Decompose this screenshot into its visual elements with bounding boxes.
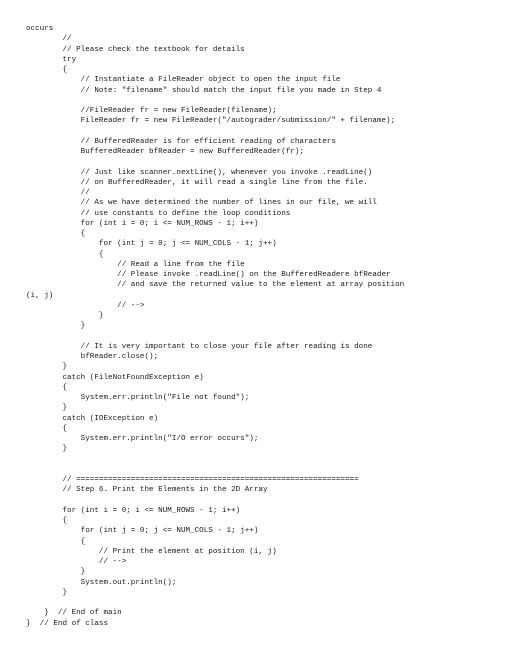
code-line: System.out.println();: [26, 578, 177, 587]
code-line: // -->: [26, 301, 145, 310]
code-line: bfReader.close();: [26, 353, 159, 361]
code-line: }: [26, 588, 68, 597]
code-line: // Step 6. Print the Elements in the 2D Array: [26, 486, 268, 495]
code-line: // on BufferedReader, it will read a single line from the file.: [26, 178, 368, 187]
code-line: }: [26, 363, 68, 372]
code-line: catch (FileNotFoundException e): [26, 373, 204, 382]
code-line: // ==============================================================: [26, 476, 359, 484]
code-line: {: [26, 517, 68, 525]
code-line: [26, 127, 404, 137]
code-line: FileReader fr = new FileReader("/autograder/submission/" + filename);: [26, 117, 396, 126]
code-line: }: [26, 322, 86, 331]
code-line: [26, 455, 404, 465]
code-line: for (int i = 0; i <= NUM_ROWS - 1; i++): [26, 506, 241, 515]
code-line: try: [26, 55, 77, 64]
code-line: for (int j = 0; j <= NUM_COLS - 1; j++): [26, 527, 259, 536]
code-listing: [26, 24, 404, 629]
code-line: [26, 598, 404, 608]
code-line: // BufferedReader is for efficient reading of characters: [26, 137, 336, 146]
code-line: //: [26, 189, 90, 197]
code-line: System.err.println("I/O error occurs");: [26, 435, 259, 443]
code-line: }: [26, 568, 86, 577]
code-line: {: [26, 424, 68, 433]
code-line: // and save the returned value to the element at array position: [26, 281, 405, 290]
code-line: }: [26, 445, 68, 454]
code-line: // Print the element at position (i, j): [26, 547, 277, 556]
code-line: }: [26, 312, 104, 320]
code-line: (i, j): [26, 291, 54, 300]
code-line: } // End of main: [26, 609, 122, 618]
code-line: {: [26, 537, 86, 546]
code-line: BufferedReader bfReader = new BufferedReader(fr);: [26, 148, 304, 156]
code-line: [26, 157, 404, 167]
code-line: // Please check the textbook for details: [26, 45, 245, 54]
code-line: System.err.println("File not found");: [26, 394, 250, 402]
code-line: catch (IOException e): [26, 414, 159, 423]
code-line: // Note: "filename" should match the input file you made in Step 4: [26, 86, 382, 95]
code-line: // Read a line from the file: [26, 260, 245, 269]
code-line: // It is very important to close your file after reading is done: [26, 342, 373, 351]
code-line: }: [26, 404, 68, 413]
code-line: [26, 96, 404, 106]
code-line: {: [26, 230, 86, 238]
code-line: {: [26, 250, 104, 259]
code-line: [26, 332, 404, 342]
code-line: [26, 465, 404, 475]
code-line: occurs: [26, 25, 54, 33]
code-line: // -->: [26, 558, 127, 566]
code-line: // Instantiate a FileReader object to open the input file: [26, 76, 341, 85]
code-line: //: [26, 35, 72, 44]
code-line: {: [26, 66, 68, 74]
code-line: // As we have determined the number of lines in our file, we will: [26, 199, 377, 208]
code-line: {: [26, 383, 68, 392]
code-line: //FileReader fr = new FileReader(filename);: [26, 107, 277, 115]
code-line: } // End of class: [26, 619, 109, 628]
code-line: for (int j = 0; j <= NUM_COLS - 1; j++): [26, 240, 277, 249]
code-line: for (int i = 0; i <= NUM_ROWS - 1; i++): [26, 219, 259, 228]
code-line: [26, 496, 404, 506]
code-line: // Just like scanner.nextLine(), whenever you invoke .readLine(): [26, 168, 373, 177]
code-line: // use constants to define the loop conditions: [26, 209, 291, 218]
code-line: // Please invoke .readLine() on the BufferedReadere bfReader: [26, 271, 391, 279]
